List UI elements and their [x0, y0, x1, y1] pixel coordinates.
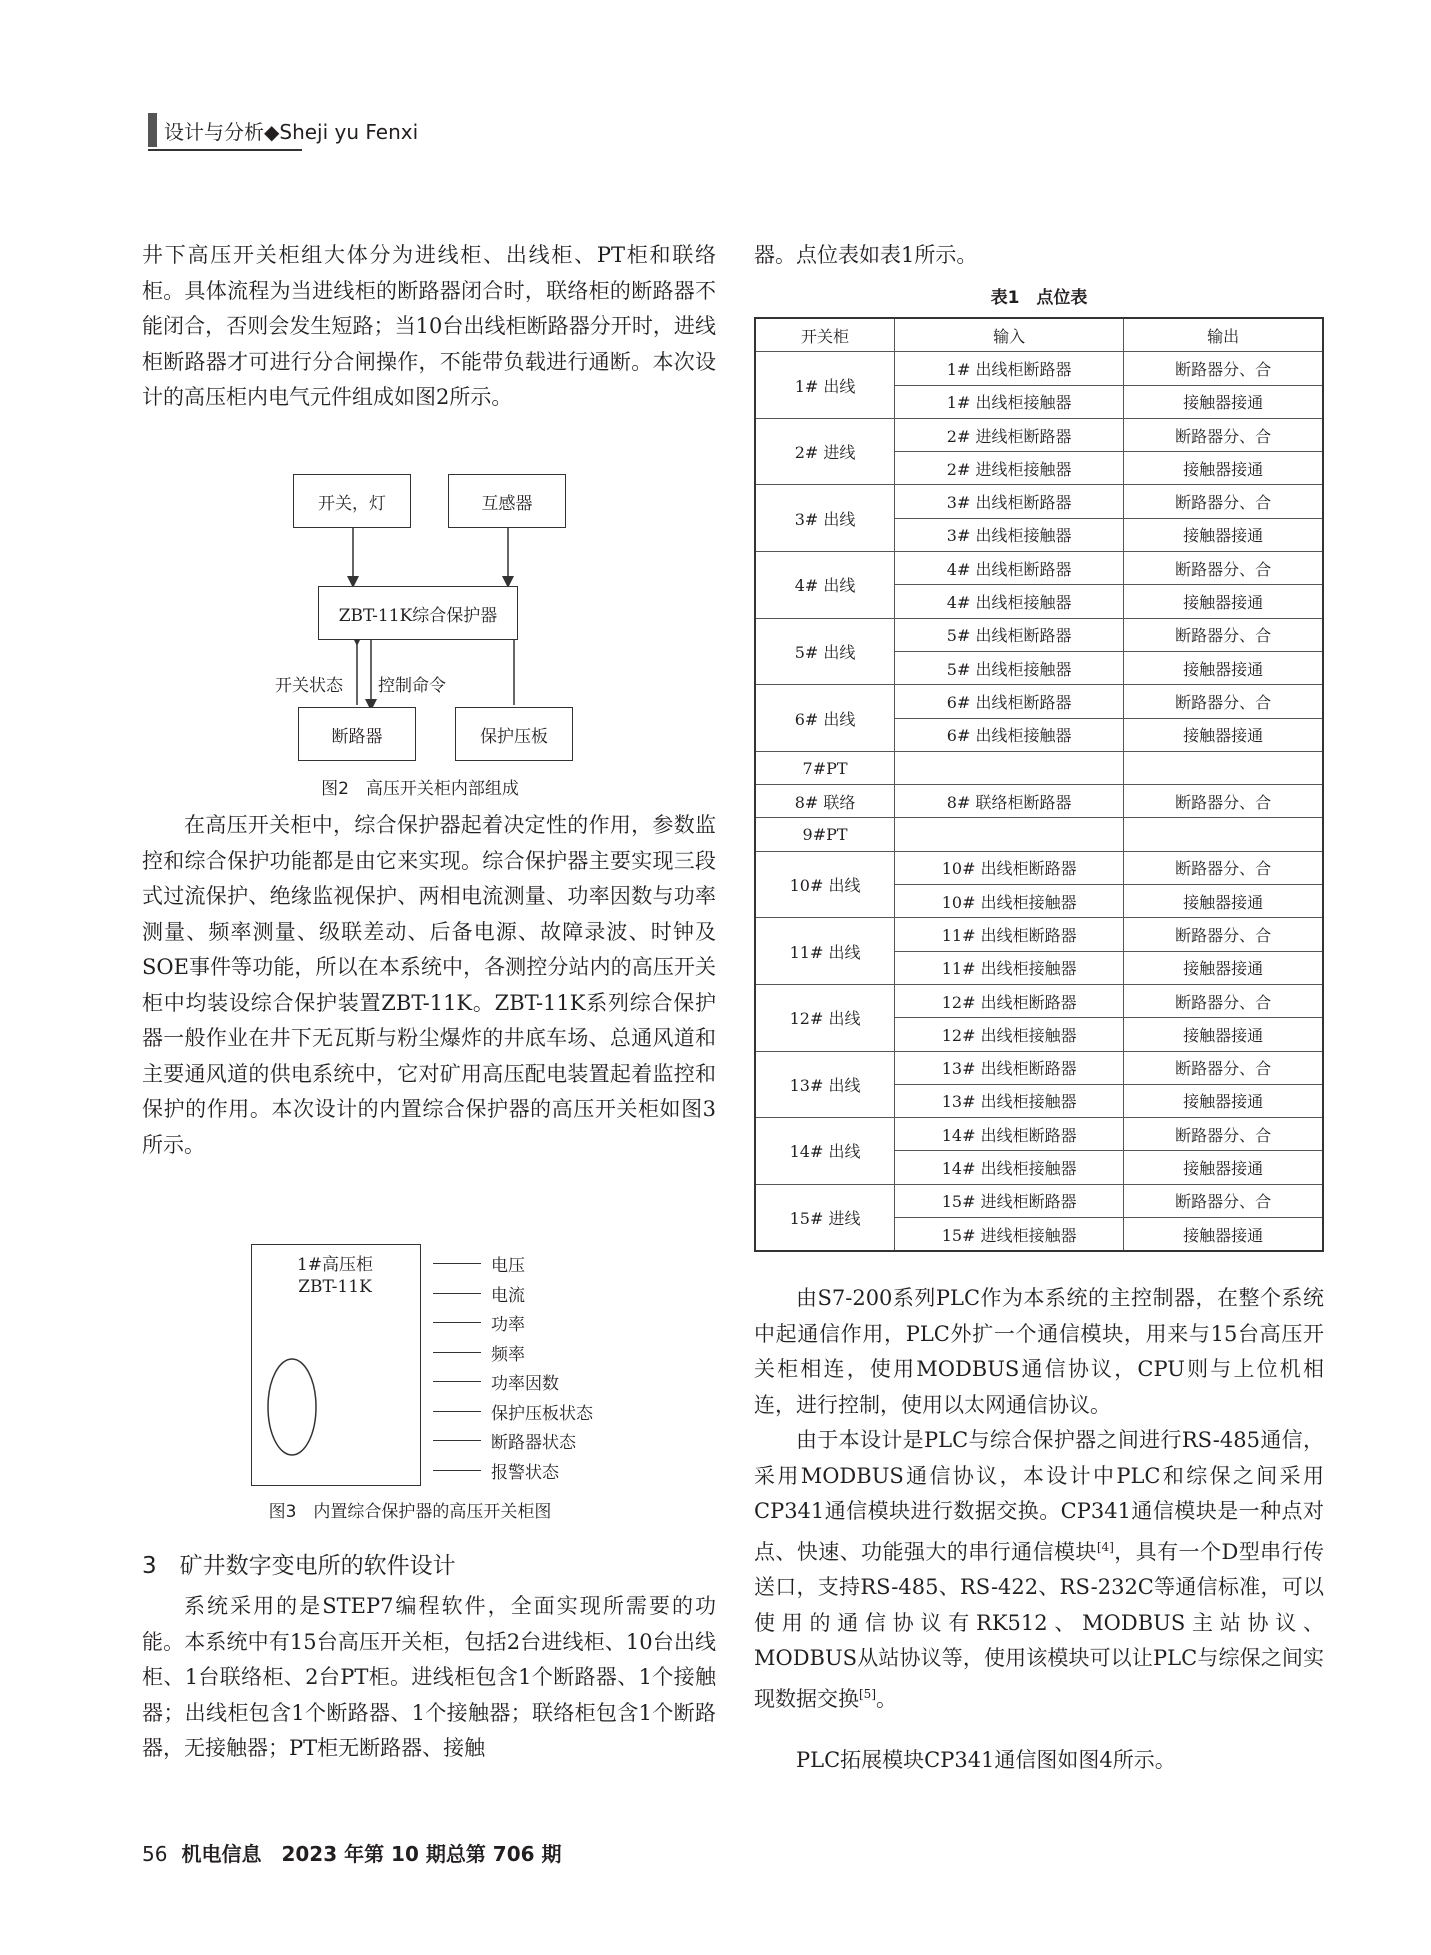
cell-cabinet: 8# 联络	[755, 785, 895, 818]
figure-2-caption: 图2 高压开关柜内部组成	[321, 779, 519, 799]
label-control-command: 控制命令	[378, 676, 446, 696]
cell-cabinet: 2# 进线	[755, 418, 895, 485]
signal-line	[433, 1322, 481, 1323]
cell-output: 接触器接通	[1124, 518, 1323, 551]
cell-cabinet: 11# 出线	[755, 918, 895, 985]
box-switch-light: 开关，灯	[293, 474, 411, 528]
cell-cabinet: 6# 出线	[755, 685, 895, 752]
citation: [4]	[1096, 1539, 1114, 1554]
signal-item	[433, 1456, 593, 1486]
table-row	[755, 918, 1323, 951]
page-footer	[142, 1838, 562, 1867]
cell-input: 6# 出线柜接触器	[895, 718, 1124, 751]
box-breaker: 断路器	[298, 707, 416, 761]
table-row	[755, 485, 1323, 518]
table-row	[755, 1118, 1323, 1151]
signal-line	[433, 1263, 481, 1264]
cell-output: 接触器接通	[1124, 1151, 1323, 1184]
signal-item	[433, 1338, 593, 1368]
cell-output	[1124, 818, 1323, 851]
cell-input: 15# 进线柜断路器	[895, 1184, 1124, 1217]
signal-label: 保护压板状态	[491, 1403, 593, 1424]
cell-cabinet: 5# 出线	[755, 618, 895, 685]
table-header-row	[755, 318, 1323, 352]
box-protection-plate: 保护压板	[455, 707, 573, 761]
point-table	[754, 317, 1324, 1252]
paragraph-text: 在高压开关柜中，综合保护器起着决定性的作用，参数监控和综合保护功能都是由它来实现。综合保护器主要实现三段式过流保护、绝缘监视保护、两相电流测量、功率因数与功率测量、频率测量、级联差动、后备电源、故障录波、时钟及SOE事件等功能，所以在本系统中，各测控分站内的高压开关柜中均装设综合保护装置ZBT-11K。ZBT-11K系列综合保护器一般作业在井下无瓦斯与粉尘爆炸的井底车场、总通风道和主要通风道的供电系统中，它对矿用高压配电装置起着监控和保护的作用。本次设计的内置综合保护器的高压开关柜如图3所示。	[142, 813, 716, 1157]
paragraph-text: 由于本设计是PLC与综合保护器之间进行RS-485通信，采用MODBUS通信协议，本设计中PLC和综保之间采用CP341通信模块进行数据交换。CP341通信模块是一种点对点、快速、功能强大的串行通信模块[4]，具有一个D型串行传送口，支持RS-485、RS-422、RS-232C等通信标准，可以使用的通信协议有RK512、MODBUS主站协议、MODBUS从站协议等，使用该模块可以让PLC与综保之间实现数据交换[5]。	[754, 1428, 1325, 1711]
cell-input: 13# 出线柜接触器	[895, 1084, 1124, 1117]
cell-cabinet: 9#PT	[755, 818, 895, 851]
journal-info: 机电信息 2023 年第 10 期总第 706 期	[181, 1842, 562, 1866]
cell-input: 2# 进线柜断路器	[895, 418, 1124, 451]
cell-input: 5# 出线柜断路器	[895, 618, 1124, 651]
cell-output: 断路器分、合	[1124, 618, 1323, 651]
table-row	[755, 552, 1323, 585]
cell-input: 5# 出线柜接触器	[895, 651, 1124, 684]
box-protector: ZBT-11K综合保护器	[318, 586, 518, 640]
signal-list	[433, 1249, 593, 1485]
signal-line	[433, 1381, 481, 1382]
signal-item	[433, 1249, 593, 1279]
signal-line	[433, 1411, 481, 1412]
signal-label: 电流	[491, 1285, 525, 1306]
cell-input	[895, 818, 1124, 851]
table-1-title: 表1 点位表	[990, 288, 1088, 308]
cell-input: 13# 出线柜断路器	[895, 1051, 1124, 1084]
signal-label: 电压	[491, 1256, 525, 1277]
cell-cabinet: 3# 出线	[755, 485, 895, 552]
paragraph-text: 由S7-200系列PLC作为本系统的主控制器，在整个系统中起通信作用，PLC外扩一个通信模块，用来与15台高压开关柜相连，使用MODBUS通信协议，CPU则与上位机相连，进行控制，使用以太网通信协议。	[754, 1286, 1324, 1417]
cell-cabinet: 10# 出线	[755, 851, 895, 918]
cell-input: 10# 出线柜接触器	[895, 885, 1124, 918]
signal-item	[433, 1426, 593, 1456]
cell-cabinet: 7#PT	[755, 751, 895, 784]
right-paragraph-0	[754, 238, 1324, 274]
header-input: 输入	[895, 318, 1124, 352]
signal-line	[433, 1470, 481, 1471]
signal-item	[433, 1397, 593, 1427]
header-underline	[148, 149, 302, 151]
table-row	[755, 618, 1323, 651]
cell-output: 接触器接通	[1124, 718, 1323, 751]
label-switch-status: 开关状态	[275, 676, 343, 696]
cell-output: 接触器接通	[1124, 452, 1323, 485]
cell-input: 3# 出线柜接触器	[895, 518, 1124, 551]
cell-input: 12# 出线柜断路器	[895, 984, 1124, 1017]
page-number: 56	[142, 1842, 168, 1866]
paragraph-text: 井下高压开关柜组大体分为进线柜、出线柜、PT柜和联络柜。具体流程为当进线柜的断路器闭合时，联络柜的断路器不能闭合，否则会发生短路；当10台出线柜断路器分开时，进线柜断路器才可进行分合闸操作，不能带负载进行通断。本次设计的高压柜内电气元件组成如图2所示。	[142, 243, 716, 409]
cabinet-label	[251, 1254, 419, 1298]
cell-output: 断路器分、合	[1124, 918, 1323, 951]
cell-output: 接触器接通	[1124, 651, 1323, 684]
signal-label: 功率因数	[491, 1374, 559, 1395]
cell-input: 1# 出线柜接触器	[895, 385, 1124, 418]
cell-input: 11# 出线柜断路器	[895, 918, 1124, 951]
cell-input: 1# 出线柜断路器	[895, 352, 1124, 385]
cell-cabinet: 12# 出线	[755, 984, 895, 1051]
header-output: 输出	[1124, 318, 1323, 352]
cell-output: 接触器接通	[1124, 385, 1323, 418]
cell-input: 10# 出线柜断路器	[895, 851, 1124, 884]
cell-output: 断路器分、合	[1124, 1051, 1323, 1084]
table-row	[755, 1051, 1323, 1084]
right-paragraph-1	[754, 1281, 1324, 1423]
cell-output: 接触器接通	[1124, 585, 1323, 618]
paragraph-text: 系统采用的是STEP7编程软件，全面实现所需要的功能。本系统中有15台高压开关柜，包括2台进线柜、10台出线柜、1台联络柜、2台PT柜。进线柜包含1个断路器、1个接触器；出线柜包含1个断路器、1个接触器；联络柜包含1个断路器，无接触器；PT柜无断路器、接触	[142, 1594, 716, 1760]
table-row	[755, 751, 1323, 784]
cell-input: 6# 出线柜断路器	[895, 685, 1124, 718]
cell-cabinet: 15# 进线	[755, 1184, 895, 1251]
cell-output: 接触器接通	[1124, 1018, 1323, 1051]
signal-label: 断路器状态	[491, 1433, 576, 1454]
cell-input: 14# 出线柜断路器	[895, 1118, 1124, 1151]
cell-output: 断路器分、合	[1124, 552, 1323, 585]
left-paragraph-2	[142, 808, 716, 1163]
table-row	[755, 818, 1323, 851]
cell-output: 断路器分、合	[1124, 1184, 1323, 1217]
box-transformer: 互感器	[448, 474, 566, 528]
cell-input: 8# 联络柜断路器	[895, 785, 1124, 818]
cell-input: 12# 出线柜接触器	[895, 1018, 1124, 1051]
cell-output: 断路器分、合	[1124, 352, 1323, 385]
signal-item	[433, 1367, 593, 1397]
signal-item	[433, 1279, 593, 1309]
citation: [5]	[859, 1686, 876, 1701]
header-text: 设计与分析◆Sheji yu Fenxi	[164, 119, 419, 144]
right-paragraph-3	[754, 1743, 1324, 1779]
cell-output: 断路器分、合	[1124, 1118, 1323, 1151]
left-paragraph-3	[142, 1589, 716, 1767]
cell-cabinet: 14# 出线	[755, 1118, 895, 1185]
cell-cabinet: 1# 出线	[755, 352, 895, 419]
cell-output: 接触器接通	[1124, 951, 1323, 984]
signal-item	[433, 1308, 593, 1338]
table-row	[755, 685, 1323, 718]
cell-output: 接触器接通	[1124, 885, 1323, 918]
table-row	[755, 851, 1323, 884]
cell-output: 断路器分、合	[1124, 851, 1323, 884]
cell-input: 11# 出线柜接触器	[895, 951, 1124, 984]
table-row	[755, 984, 1323, 1017]
left-paragraph-1	[142, 238, 716, 416]
table-row	[755, 418, 1323, 451]
table-body	[755, 352, 1323, 1252]
cabinet-line-1: 1#高压柜	[296, 1255, 374, 1275]
cell-output	[1124, 751, 1323, 784]
cell-output: 断路器分、合	[1124, 418, 1323, 451]
cell-output: 断路器分、合	[1124, 785, 1323, 818]
signal-label: 频率	[491, 1344, 525, 1365]
table-row	[755, 352, 1323, 385]
cell-output: 断路器分、合	[1124, 685, 1323, 718]
paragraph-text: PLC拓展模块CP341通信图如图4所示。	[796, 1748, 1176, 1772]
cabinet-line-2: ZBT-11K	[298, 1277, 372, 1297]
cell-input	[895, 751, 1124, 784]
cell-output: 断路器分、合	[1124, 485, 1323, 518]
cell-input: 14# 出线柜接触器	[895, 1151, 1124, 1184]
cell-input: 3# 出线柜断路器	[895, 485, 1124, 518]
signal-line	[433, 1293, 481, 1294]
indicator-ellipse	[262, 1355, 322, 1459]
cell-output: 接触器接通	[1124, 1218, 1323, 1252]
cell-input: 2# 进线柜接触器	[895, 452, 1124, 485]
signal-line	[433, 1352, 481, 1353]
signal-items	[433, 1249, 593, 1485]
table-row	[755, 1184, 1323, 1217]
header-bar	[148, 113, 157, 147]
cell-cabinet: 13# 出线	[755, 1051, 895, 1118]
cell-output: 接触器接通	[1124, 1084, 1323, 1117]
signal-label: 功率	[491, 1315, 525, 1336]
right-paragraph-2	[754, 1423, 1324, 1717]
cell-output: 断路器分、合	[1124, 984, 1323, 1017]
signal-line	[433, 1440, 481, 1441]
figure-3-caption: 图3 内置综合保护器的高压开关柜图	[268, 1502, 552, 1522]
cell-cabinet: 4# 出线	[755, 552, 895, 619]
cell-input: 15# 进线柜接触器	[895, 1218, 1124, 1252]
paragraph-text: 器。点位表如表1所示。	[754, 243, 978, 267]
table-row	[755, 785, 1323, 818]
header-cabinet: 开关柜	[755, 318, 895, 352]
cell-input: 4# 出线柜断路器	[895, 552, 1124, 585]
cell-input: 4# 出线柜接触器	[895, 585, 1124, 618]
signal-label: 报警状态	[491, 1462, 559, 1483]
section-heading: 3 矿井数字变电所的软件设计	[142, 1553, 456, 1579]
running-header	[148, 112, 418, 148]
